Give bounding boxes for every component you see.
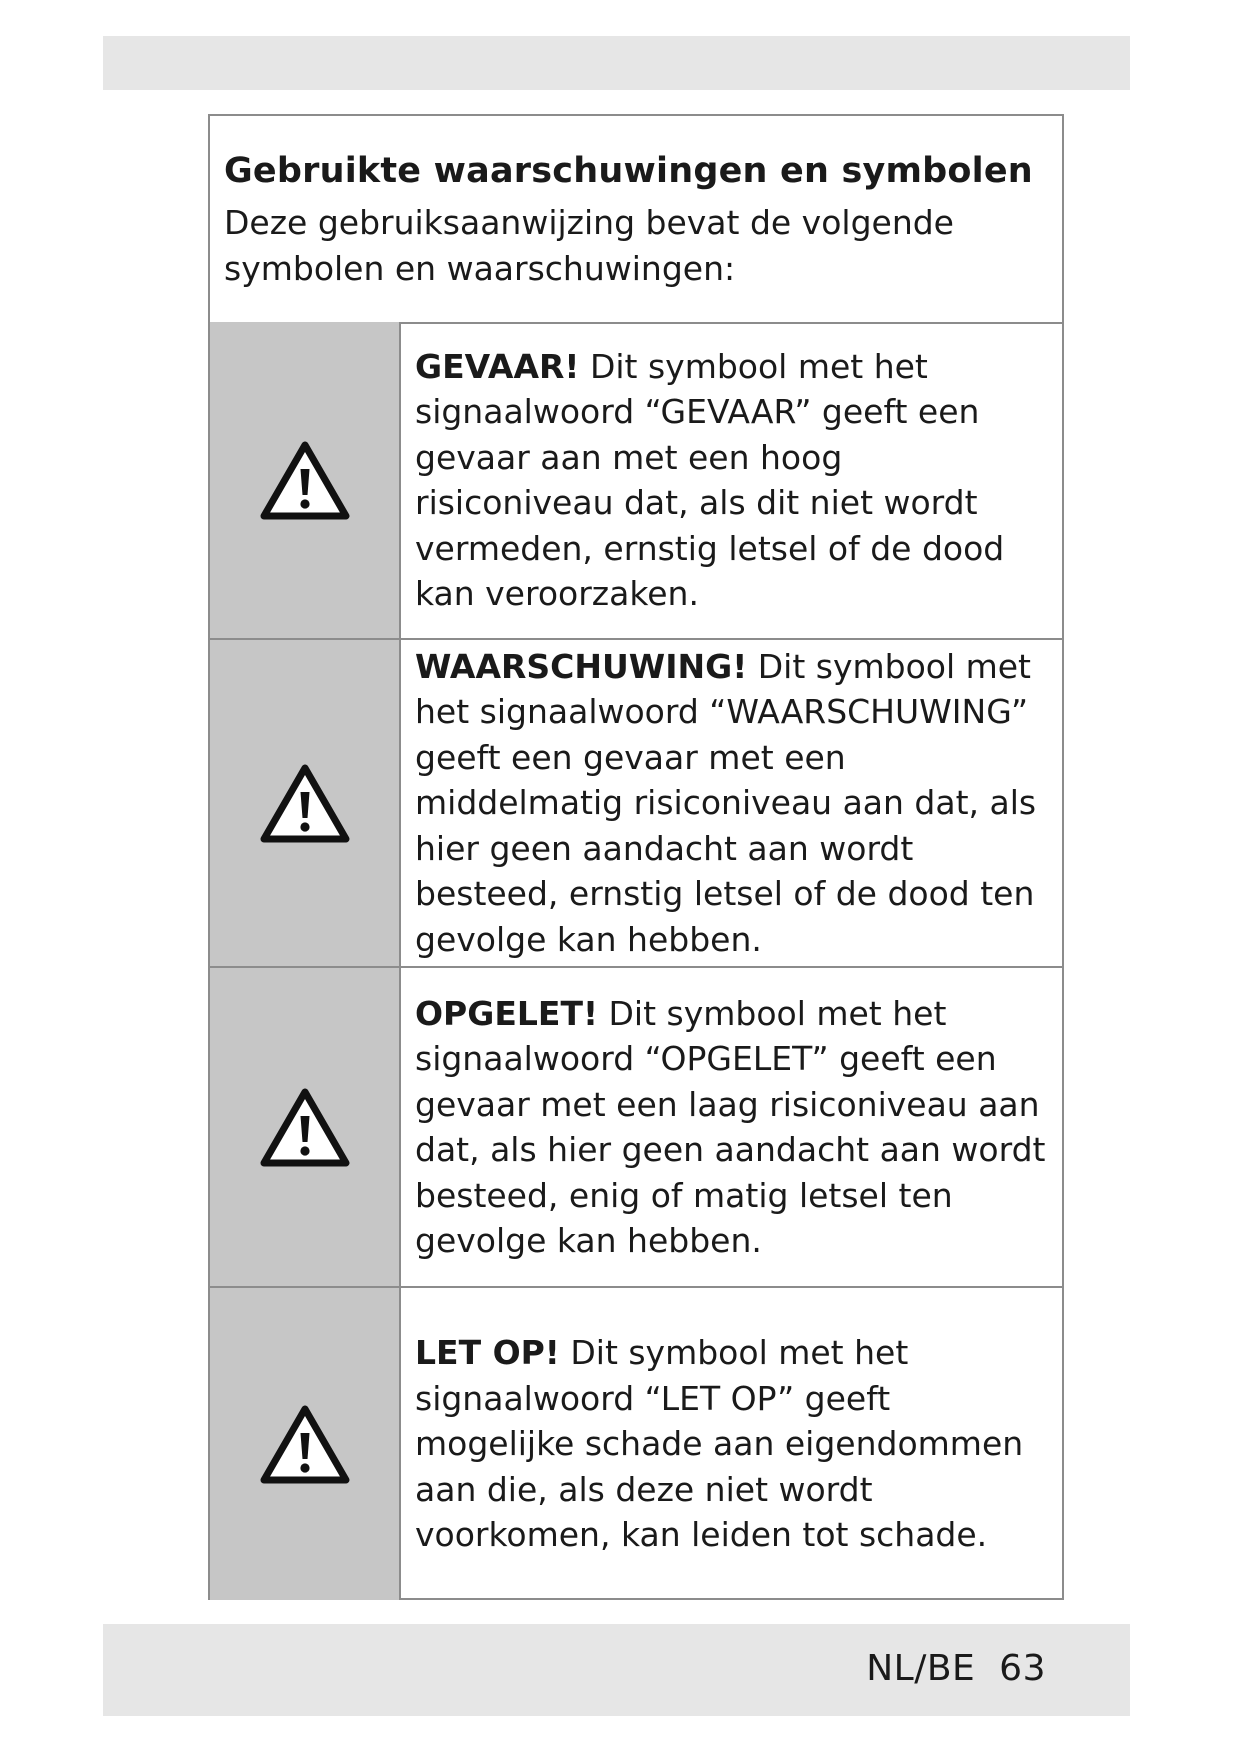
intro-text: Deze gebruiksaanwijzing bevat de volgende symbolen en waarschuwingen:	[224, 203, 954, 288]
warning-paragraph	[415, 644, 1048, 963]
section-title: Gebruikte waarschuwingen en symbolen	[224, 151, 1033, 191]
text-cell	[401, 968, 1062, 1286]
warning-paragraph	[415, 991, 1048, 1264]
warning-triangle-icon	[259, 1086, 351, 1168]
text-cell	[401, 322, 1062, 638]
text-cell	[401, 640, 1062, 966]
warning-triangle-icon	[259, 762, 351, 844]
warning-text: Dit symbool met het signaalwoord “GEVAAR” geeft een gevaar aan met een hoog risiconiveau dat, als dit niet wordt vermeden, ernstig letsel of de dood kan veroorzaken.	[415, 346, 1005, 613]
icon-cell	[210, 322, 401, 638]
page-number: NL/BE 63	[866, 1648, 1046, 1689]
text-cell	[401, 1288, 1062, 1600]
warning-text: Dit symbool met het signaalwoord “WAARSCHUWING” geeft een gevaar met een middelmatig risiconiveau aan dat, als hier geen aandacht aan wordt besteed, ernstig letsel of de dood ten gevolge kan hebben.	[415, 646, 1037, 959]
warning-paragraph	[415, 1330, 1048, 1558]
warning-row-opgelet	[210, 968, 1062, 1288]
warning-row-gevaar	[210, 322, 1062, 640]
warning-triangle-icon	[259, 439, 351, 521]
icon-cell	[210, 640, 401, 966]
warning-triangle-icon	[259, 1403, 351, 1485]
icon-cell	[210, 968, 401, 1286]
warnings-table	[208, 114, 1064, 1600]
warning-row-waarschuwing	[210, 640, 1062, 968]
warning-text: Dit symbool met het signaalwoord “OPGELET” geeft een gevaar met een laag risiconiveau aan dat, als hier geen aandacht aan wordt besteed, enig of matig letsel ten gevolge kan hebben.	[415, 993, 1046, 1260]
warning-text: Dit symbool met het signaalwoord “LET OP” geeft mogelijke schade aan eigendommen aan die, als deze niet wordt voorkomen, kan leiden tot schade.	[415, 1333, 1024, 1555]
warning-paragraph	[415, 344, 1048, 617]
signal-word: LET OP!	[415, 1333, 560, 1373]
icon-cell	[210, 1288, 401, 1600]
top-band	[103, 36, 1130, 90]
footer-band	[103, 1624, 1130, 1716]
table-header	[210, 116, 1062, 324]
signal-word: GEVAAR!	[415, 346, 580, 386]
signal-word: WAARSCHUWING!	[415, 646, 748, 686]
signal-word: OPGELET!	[415, 993, 598, 1033]
warning-row-let-op	[210, 1288, 1062, 1600]
warning-rows	[210, 322, 1062, 1598]
